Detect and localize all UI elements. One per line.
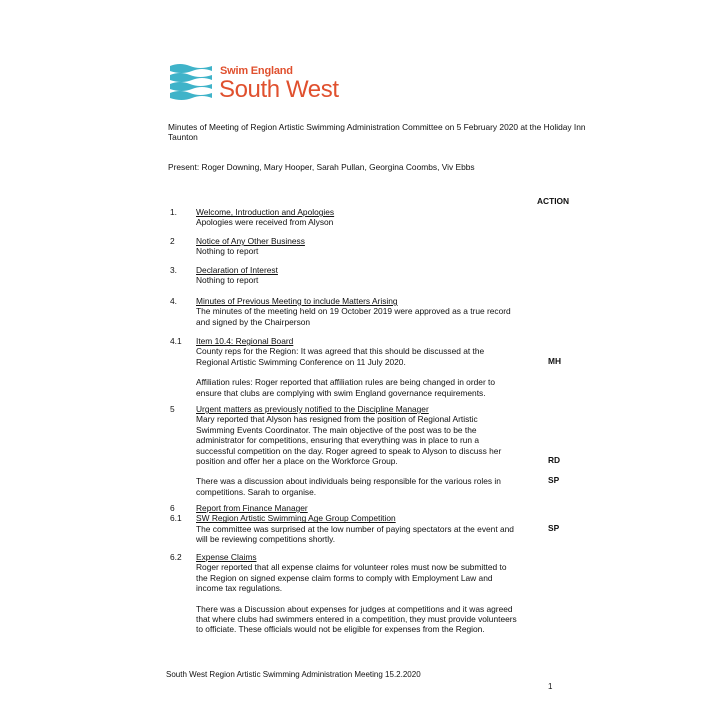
item-text: Apologies were received from Alyson <box>196 217 334 228</box>
item-subheading: SW Region Artistic Swimming Age Group Competition <box>196 513 396 524</box>
item-number: 5 <box>170 404 175 414</box>
item-text-line: to officiate. These officials would not be eligible for expenses from the Region. <box>196 624 485 635</box>
item-text-line: Swimming Events Coordinator. The main objective of the post was to be the <box>196 424 477 435</box>
item-text-line: Mary reported that Alyson has resigned from the position of Regional Artistic <box>196 414 478 425</box>
agenda-item-2 <box>196 236 536 257</box>
item-number: 6.2 <box>170 552 182 562</box>
item-heading: Report from Finance Manager <box>196 503 308 513</box>
page-footer: South West Region Artistic Swimming Administration Meeting 15.2.2020 <box>166 670 421 679</box>
action-owner: RD <box>548 455 561 465</box>
item-number: 4.1 <box>170 336 182 346</box>
item-text-line: The minutes of the meeting held on 19 October 2019 were approved as a true record <box>196 306 511 317</box>
item-text: Nothing to report <box>196 275 259 286</box>
item-text-line: Affiliation rules: Roger reported that affiliation rules are being changed in order to <box>196 377 496 388</box>
agenda-item-6 <box>196 503 536 545</box>
action-owner: SP <box>548 475 560 485</box>
item-number: 3. <box>170 265 177 275</box>
item-heading: Declaration of Interest <box>196 265 278 275</box>
action-owner: MH <box>548 356 562 366</box>
item-number: 6 <box>170 503 175 513</box>
item-text: Nothing to report <box>196 246 259 257</box>
item-text-line: competitions. Sarah to organise. <box>196 486 317 497</box>
item-text-line: County reps for the Region: It was agreed that this should be discussed at the <box>196 346 485 357</box>
attendees-line: Present: Roger Downing, Mary Hooper, Sarah Pullan, Georgina Coombs, Viv Ebbs <box>168 162 475 172</box>
brand-large-text: South West <box>219 76 339 103</box>
item-text-line: that where clubs had swimmers entered in a competition, they must provide volunteers <box>196 614 517 625</box>
item-text-line: income tax regulations. <box>196 583 283 594</box>
agenda-item-1 <box>196 207 536 228</box>
item-heading: Welcome, Introduction and Apologies <box>196 207 335 217</box>
item-text-line: ensure that clubs are complying with swim England governance requirements. <box>196 387 486 398</box>
item-heading: Minutes of Previous Meeting to include Matters Arising <box>196 296 398 306</box>
agenda-item-3 <box>196 265 536 286</box>
item-number: 1. <box>170 207 177 217</box>
item-text-line: and signed by the Chairperson <box>196 316 311 327</box>
agenda-item-4-1 <box>196 336 536 398</box>
item-text-line: Roger reported that all expense claims for volunteer roles must now be submitted to <box>196 562 507 573</box>
page-number: 1 <box>548 682 553 691</box>
item-number: 6.1 <box>170 513 182 523</box>
item-text-line: successful competition on the day. Roger agreed to speak to Alyson to discuss her <box>196 445 502 456</box>
item-heading: Notice of Any Other Business <box>196 236 305 246</box>
agenda-item-5 <box>196 404 536 497</box>
item-heading: Expense Claims <box>196 552 257 562</box>
item-number: 4. <box>170 296 177 306</box>
item-number: 2 <box>170 236 175 246</box>
item-text-line: administrator for competitions, ensuring that everything was in place to run a <box>196 435 480 446</box>
swim-england-waves-logo-icon <box>168 62 216 104</box>
item-text-line: position and offer her a place on the Workforce Group. <box>196 456 398 467</box>
item-heading: Urgent matters as previously notified to the Discipline Manager <box>196 404 429 414</box>
agenda-item-6-2 <box>196 552 536 635</box>
agenda-item-4 <box>196 296 536 327</box>
item-heading: Item 10.4: Regional Board <box>196 336 294 346</box>
document-title: Minutes of Meeting of Region Artistic Swimming Administration Committee on 5 February 2020 at the Holiday Inn Taunton <box>168 122 586 143</box>
item-text-line: will be reviewing competitions shortly. <box>196 534 336 545</box>
action-column-header: ACTION <box>537 196 570 206</box>
item-text-line: The committee was surprised at the low number of paying spectators at the event and <box>196 523 514 534</box>
item-text-line: the Region on signed expense claim forms to comply with Employment Law and <box>196 572 493 583</box>
item-text-line: Regional Artistic Swimming Conference on 11 July 2020. <box>196 356 406 367</box>
swim-england-south-west-logo <box>168 62 348 106</box>
action-owner: SP <box>548 523 560 533</box>
item-text-line: There was a Discussion about expenses for judges at competitions and it was agreed <box>196 603 513 614</box>
brand-small-text: Swim England <box>220 65 293 77</box>
item-text-line: There was a discussion about individuals being responsible for the various roles in <box>196 476 501 487</box>
